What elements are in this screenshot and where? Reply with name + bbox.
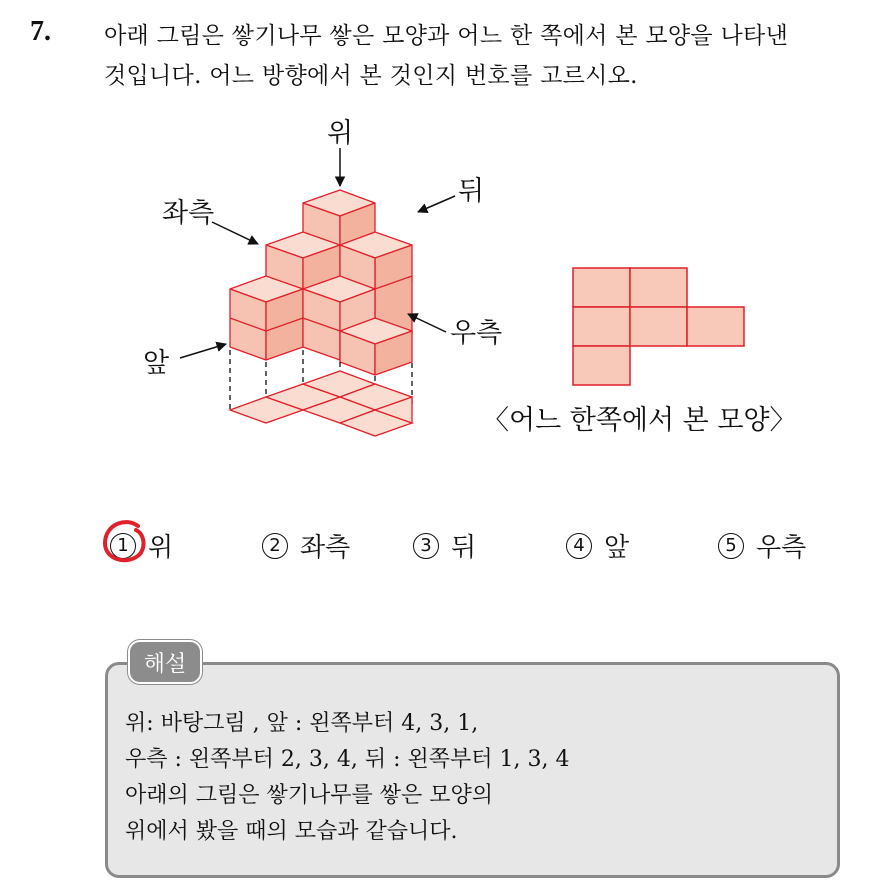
arrow-back — [418, 196, 455, 212]
label-right: 우측 — [450, 318, 503, 349]
label-top: 위 — [327, 118, 354, 149]
choice-5[interactable] — [718, 527, 806, 564]
explanation-tab: 해설 — [128, 640, 202, 684]
side-view-grid — [573, 268, 744, 385]
label-back: 뒤 — [458, 176, 485, 207]
selected-answer-mark — [100, 518, 150, 568]
choice-5-label: 우측 — [756, 533, 807, 563]
choice-1-number: 1 — [110, 533, 136, 559]
choice-3-label: 뒤 — [451, 533, 477, 563]
question-number: 7. — [30, 16, 51, 47]
choice-2-label: 좌측 — [300, 533, 351, 563]
explanation-line-4: 위에서 봤을 때의 모습과 같습니다. — [125, 819, 458, 844]
question-text-line-1: 아래 그림은 쌓기나무 쌓은 모양과 어느 한 쪽에서 본 모양을 나타낸 — [104, 23, 789, 49]
cube-stack — [230, 190, 412, 375]
choice-2[interactable] — [262, 527, 350, 564]
explanation-line-1: 위: 바탕그림 , 앞 : 왼쪽부터 4, 3, 1, — [125, 711, 479, 736]
choice-3-number: 3 — [413, 533, 439, 559]
label-left: 좌측 — [162, 198, 215, 229]
choice-5-number: 5 — [718, 533, 744, 559]
arrow-left — [212, 222, 258, 244]
arrow-front — [180, 344, 226, 358]
explanation-line-3: 아래의 그림은 쌓기나무를 쌓은 모양의 — [125, 783, 494, 808]
side-view-caption: 〈어느 한쪽에서 본 모양〉 — [482, 405, 797, 436]
base-grid — [230, 371, 412, 436]
arrow-right — [408, 314, 446, 332]
choice-1-label: 위 — [148, 533, 174, 563]
choice-4[interactable] — [566, 527, 629, 564]
explanation-line-2: 우측 : 왼쪽부터 2, 3, 4, 뒤 : 왼쪽부터 1, 3, 4 — [125, 747, 570, 772]
choice-4-label: 앞 — [604, 533, 630, 563]
choice-3[interactable] — [413, 527, 476, 564]
question-text-line-2: 것입니다. 어느 방향에서 본 것인지 번호를 고르시오. — [104, 63, 638, 89]
choice-2-number: 2 — [262, 533, 288, 559]
choice-4-number: 4 — [566, 533, 592, 559]
label-front: 앞 — [143, 348, 170, 379]
